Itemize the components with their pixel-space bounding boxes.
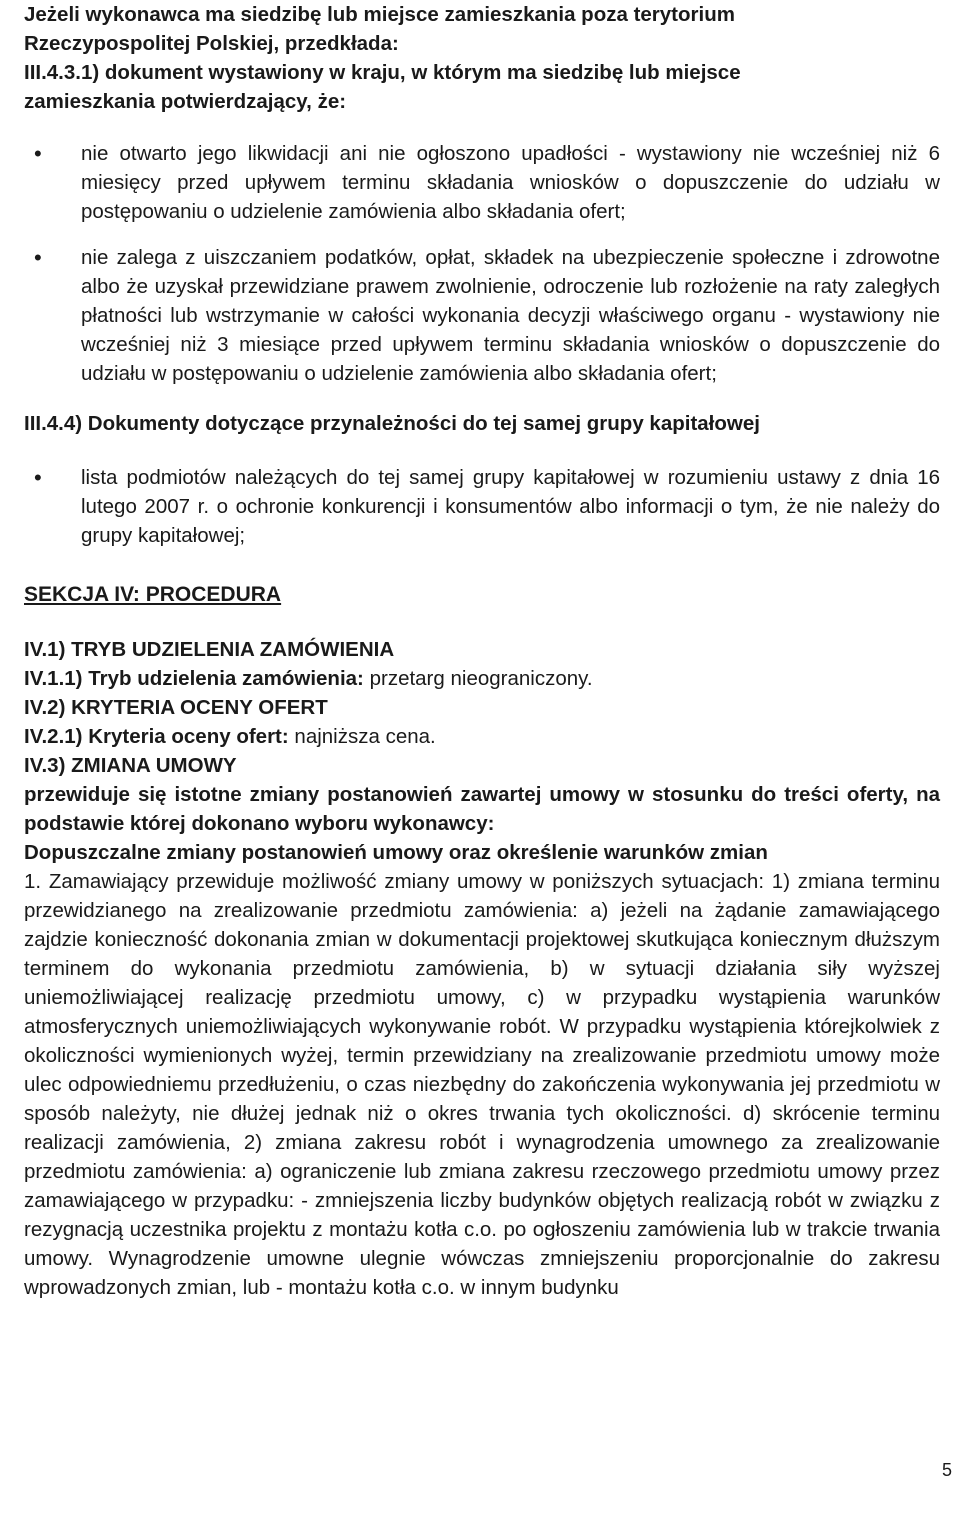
procedure-value: najniższa cena. <box>288 725 436 748</box>
procedure-heading: IV.3) ZMIANA UMOWY <box>24 754 237 777</box>
procedure-heading: IV.1) TRYB UDZIELENIA ZAMÓWIENIA <box>24 638 395 661</box>
contract-change-intro: przewiduje się istotne zmiany postanowień zawartej umowy w stosunku do treści oferty, na podstawie której dokonano wyboru wykonawcy: <box>24 783 940 835</box>
list-item: • lista podmiotów należących do tej samej grupy kapitałowej w rozumieniu ustawy z dnia 16 lutego 2007 r. o ochronie konkurencji i konsumentów albo informacji o tym, że nie należy do grupy kapitałowej; <box>24 463 940 550</box>
contract-change-text: 1. Zamawiający przewiduje możliwość zmiany umowy w poniższych sytuacjach: 1) zmiana terminu przewidzianego na zrealizowanie przedmiotu zamówienia: a) jeżeli na żądanie zamawiającego zajdzie konieczność dokonania zmian w dokumentacji projektowej skutkująca koniecznym dłuższym terminem do wykonania przedmiotu zamówienia, b) w sytuacji działania siły wyższej uniemożliwiającej realizację przedmiotu umowy, c) w przypadku wystąpienia warunków atmosferycznych uniemożliwiających wykonywanie robót. W przypadku wystąpienia którejkolwiek z okoliczności wymienionych wyżej, termin przewidziany na zrealizowanie przedmiotu umowy może ulec odpowiedniemu przedłużeniu, o czas niezbędny do zakończenia wykonywania jej przedmiotu w sposób należyty, nie dłużej jednak niż o okres trwania tych okoliczności. d) skrócenie terminu realizacji zamówienia, 2) zmiana zakresu robót i wynagrodzenia umownego za zrealizowanie przedmiotu zamówienia: a) ograniczenie lub zmiana zakresu rzeczowego przedmiotu umowy przez zamawiającego w przypadku: - zmniejszenia liczby budynków objętych realizacją robót w związku z rezygnacją uczestnika projektu z montażu kotła c.o. po ogłoszeniu zamówienia lub w trakcie trwania umowy. Wynagrodzenie umowne ulegnie wówczas zmniejszeniu proporcjonalnie do zakresu wprowadzonych zmian, lub - montażu kotła c.o. w innym budynku <box>24 870 940 1299</box>
intro-block <box>24 0 940 116</box>
intro-line: III.4.3.1) dokument wystawiony w kraju, w którym ma siedzibę lub miejsce <box>24 61 741 84</box>
procedure-label: IV.1.1) Tryb udzielenia zamówienia: <box>24 667 364 690</box>
contract-change-subheading: Dopuszczalne zmiany postanowień umowy oraz określenie warunków zmian <box>24 841 768 864</box>
procedure-row <box>24 722 940 751</box>
intro-line: Rzeczypospolitej Polskiej, przedkłada: <box>24 32 399 55</box>
page-number: 5 <box>941 1460 952 1480</box>
procedure-row <box>24 664 940 693</box>
group-list <box>24 463 940 550</box>
procedure-heading: IV.2) KRYTERIA OCENY OFERT <box>24 696 328 719</box>
procedure-label: IV.2.1) Kryteria oceny ofert: <box>24 725 289 748</box>
intro-line: zamieszkania potwierdzający, że: <box>24 90 347 113</box>
intro-line: Jeżeli wykonawca ma siedzibę lub miejsce zamieszkania poza terytorium <box>24 3 735 26</box>
procedure-value: przetarg nieograniczony. <box>363 667 593 690</box>
list-item: • nie otwarto jego likwidacji ani nie ogłoszono upadłości - wystawiony nie wcześniej niż 6 miesięcy przed upływem terminu składania wniosków o dopuszczenie do udziału w postępowaniu o udzielenie zamówienia albo składania ofert; <box>24 139 940 226</box>
list-item: • nie zalega z uiszczaniem podatków, opłat, składek na ubezpieczenie społeczne i zdrowotne albo że uzyskał przewidziane prawem zwolnienie, odroczenie lub rozłożenie na raty zaległych płatności lub wstrzymanie w całości wykonania decyzji właściwego organu - wystawiony nie wcześniej niż 3 miesiące przed upływem terminu składania wniosków o dopuszczenie do udziału w postępowaniu o udzielenie zamówienia albo składania ofert; <box>24 243 940 388</box>
requirements-list <box>24 139 940 388</box>
procedure-block <box>24 635 940 1302</box>
document-page <box>24 0 940 1302</box>
section-heading: III.4.4) Dokumenty dotyczące przynależności do tej samej grupy kapitałowej <box>24 412 760 435</box>
section-title: SEKCJA IV: PROCEDURA <box>24 583 282 606</box>
